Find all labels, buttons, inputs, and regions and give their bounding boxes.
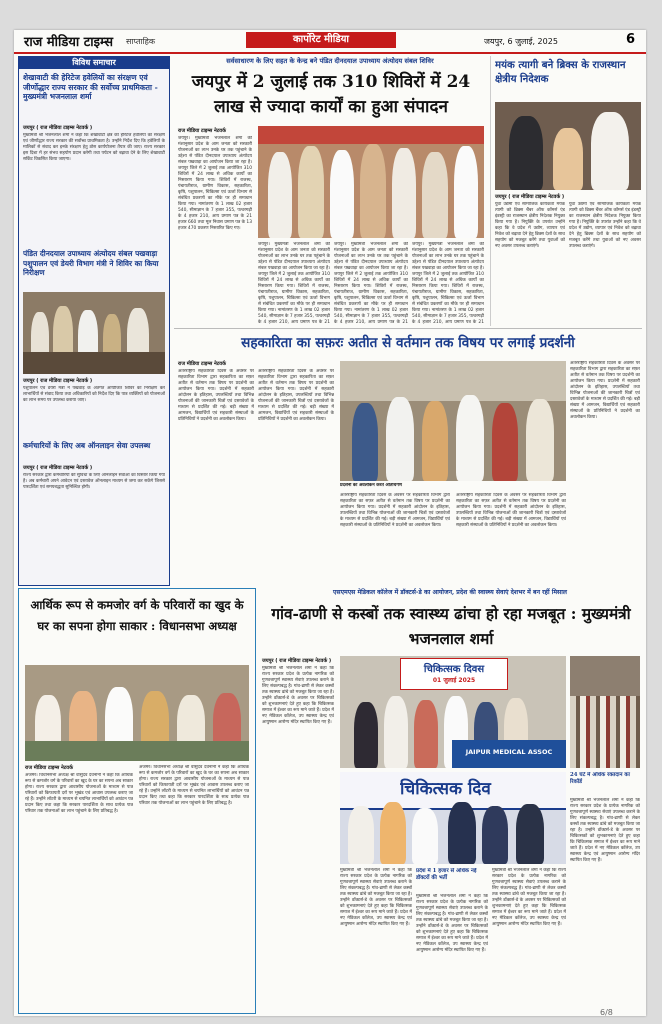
masthead-rule xyxy=(14,52,646,54)
health-story-byline: जयपुर ( राज मीडिया टाइम्स नेटवर्क ) xyxy=(262,658,332,664)
top-story-photo xyxy=(258,126,484,238)
masthead xyxy=(14,30,646,52)
housing-story-body-col2: अजमेर। विधानसभा अध्यक्ष श्री वासुदेव देवनानी ने कहा कि आर्थिक रूप से कमजोर वर्ग के परिवारों का खुद के घर का सपना अब साकार होगा। राज्य सरकार द्वारा आवासीय योजनाओं के माध्यम से पात्र परिवारों को किफायती दरों पर भूखंड एवं आवास उपलब्ध कराए जा रहे हैं। उन्होंने लॉटरी के माध्यम से चयनित लाभार्थियों को आवंटन पत्र प्रदान किए तथा कहा कि सरकार पारदर्शिता के साथ प्रत्येक पात्र परिवार तक योजनाओं का लाभ पहुंचाने के लिए प्रतिबद्ध है। xyxy=(139,765,249,806)
coop-story xyxy=(174,328,642,585)
health-story-kicker: एसएमएस मेडिकल कॉलेज में डॉक्टर्स-डे का आयोजन, प्रदेश की स्वास्थ्य सेवाएं देशभर में बन रहीं मिसाल xyxy=(332,589,568,596)
coop-story-body-col5: अंतरराष्ट्रीय सहकारिता दिवस के अवसर पर सहकारिता विभाग द्वारा सहकारिता का सफ़र अतीत से वर्तमान तक विषय पर प्रदर्शनी का आयोजन किया गया। प्रदर्शनी में सहकारी आंदोलन के इतिहास, उपलब्धियों तथा विभिन्न योजनाओं की जानकारी चित्रों एवं दस्तावेजों के माध्यम से प्रदर्शित की गई। बड़ी संख्या में आमजन, विद्यार्थियों एवं सहकारी संस्थाओं के प्रतिनिधियों ने प्रदर्शनी का अवलोकन किया। xyxy=(570,361,640,420)
coop-story-body-col4: अंतरराष्ट्रीय सहकारिता दिवस के अवसर पर सहकारिता विभाग द्वारा सहकारिता का सफ़र अतीत से वर्तमान तक विषय पर प्रदर्शनी का आयोजन किया गया। प्रदर्शनी में सहकारी आंदोलन के इतिहास, उपलब्धियों तथा विभिन्न योजनाओं की जानकारी चित्रों एवं दस्तावेजों के माध्यम से प्रदर्शित की गई। बड़ी संख्या में आमजन, विद्यार्थियों एवं सहकारी संस्थाओं के प्रतिनिधियों ने प्रदर्शनी का अवलोकन किया। xyxy=(456,493,566,528)
health-story-body-col3: मुख्यमंत्री श्री भजनलाल शर्मा ने कहा कि राज्य सरकार प्रदेश के प्रत्येक नागरिक को गुणवत्तापूर्ण स्वास्थ्य सेवाएं उपलब्ध कराने के लिए संकल्पबद्ध है। गांव-ढाणी से लेकर कस्बों तक स्वास्थ्य ढांचे को मजबूत किया जा रहा है। उन्होंने डॉक्टर्स-डे के अवसर पर चिकित्सकों को शुभकामनाएं देते हुए कहा कि चिकित्सक समाज में ईश्वर का रूप माने जाते हैं। प्रदेश में नए मेडिकल कॉलेज, उप स्वास्थ्य केन्द्र एवं आयुष्मान आरोग्य मंदिर स्थापित किए गए हैं। xyxy=(416,894,488,953)
top-story-body-col1: जयपुर। मुख्यमंत्री भजनलाल शर्मा की मंशानुसार प्रदेश के आम जनता को सरकारी योजनाओं का लाभ उनके घर तक पहुंचाने के उद्देश्य से पंडित दीनदयाल उपाध्याय अंत्योदय संबल पखवाड़ा का आयोजन किया जा रहा है। जयपुर जिले में 2 जुलाई तक आयोजित 310 शिविरों में 24 लाख से अधिक कार्यों का निस्तारण किया गया। शिविरों में राजस्व, पंचायतीराज, ग्रामीण विकास, सहकारिता, कृषि, पशुपालन, चिकित्सा एवं ऊर्जा विभाग से संबंधित प्रकरणों का मौके पर ही समाधान किया गया। नामांतरण के 1 लाख 02 हजार 540, सीमाज्ञान के 7 हजार 355, पत्थरगढ़ी के 4 हजार 210, आय प्रमाण पत्र के 21 हजार 660 तथा मूल निवास प्रमाण पत्र के 13 हजार 470 प्रकरण निस्तारित किए गए। xyxy=(178,136,252,231)
top-story-kicker: सर्वसाधारण के लिए सहत के केन्द्र बने पंडित दीनदयाल उपाध्याय अंत्योदय संबल शिविर xyxy=(226,57,434,65)
issue-date: जयपुर, 6 जुलाई, 2025 xyxy=(484,37,558,46)
health-banner-text: चिकित्सक दिवस xyxy=(423,664,485,675)
right-story-photo xyxy=(495,102,641,190)
top-story-body-col3: जयपुर। मुख्यमंत्री भजनलाल शर्मा की मंशानुसार प्रदेश के आम जनता को सरकारी योजनाओं का लाभ उनके घर तक पहुंचाने के उद्देश्य से पंडित दीनदयाल उपाध्याय अंत्योदय संबल पखवाड़ा का आयोजन किया जा रहा है। जयपुर जिले में 2 जुलाई तक आयोजित 310 शिविरों में 24 लाख से अधिक कार्यों का निस्तारण किया गया। शिविरों में राजस्व, पंचायतीराज, ग्रामीण विकास, सहकारिता, कृषि, पशुपालन, चिकित्सा एवं ऊर्जा विभाग से संबंधित प्रकरणों का मौके पर ही समाधान किया गया। नामांतरण के 1 लाख 02 हजार 540, सीमाज्ञान के 7 हजार 355, पत्थरगढ़ी के 4 हजार 210, आय प्रमाण पत्र के 21 xyxy=(334,242,408,324)
page-number: 6 xyxy=(626,32,636,47)
health-story-body-col4: मुख्यमंत्री श्री भजनलाल शर्मा ने कहा कि राज्य सरकार प्रदेश के प्रत्येक नागरिक को गुणवत्तापूर्ण स्वास्थ्य सेवाएं उपलब्ध कराने के लिए संकल्पबद्ध है। गांव-ढाणी से लेकर कस्बों तक स्वास्थ्य ढांचे को मजबूत किया जा रहा है। उन्होंने डॉक्टर्स-डे के अवसर पर चिकित्सकों को शुभकामनाएं देते हुए कहा कि चिकित्सक समाज में ईश्वर का रूप माने जाते हैं। प्रदेश में नए मेडिकल कॉलेज, उप स्वास्थ्य केन्द्र एवं आयुष्मान आरोग्य मंदिर स्थापित किए गए हैं। xyxy=(492,868,566,927)
coop-photo-caption: प्रदर्शनी का अवलोकन करते अतिथिगण xyxy=(340,483,402,488)
paper-title: राज मीडिया टाइम्स xyxy=(24,35,114,50)
page-footer-mark: 6/8 xyxy=(600,1008,613,1016)
story3-byline: जयपुर ( राज मीडिया टाइम्स नेटवर्क ) xyxy=(23,465,93,471)
story2-photo xyxy=(23,292,165,374)
right-story-byline: जयपुर ( राज मीडिया टाइम्स नेटवर्क ) xyxy=(495,194,565,200)
story1-byline: जयपुर ( राज मीडिया टाइम्स नेटवर्क ) xyxy=(23,125,93,131)
top-story xyxy=(174,56,486,326)
housing-story-byline: राज मीडिया टाइम्स नेटवर्क xyxy=(25,765,73,771)
health-stage-text: चिकित्सक दिव xyxy=(400,779,491,799)
coop-story-headline: सहकारिता का सफ़रः अतीत से वर्तमान तक विषय पर लगाई प्रदर्शनी xyxy=(241,335,575,351)
paper-subtitle: साप्ताहिक xyxy=(126,37,156,46)
health-photo-audience xyxy=(570,656,640,768)
coop-story-body-col2: अंतरराष्ट्रीय सहकारिता दिवस के अवसर पर सहकारिता विभाग द्वारा सहकारिता का सफ़र अतीत से वर्तमान तक विषय पर प्रदर्शनी का आयोजन किया गया। प्रदर्शनी में सहकारी आंदोलन के इतिहास, उपलब्धियों तथा विभिन्न योजनाओं की जानकारी चित्रों एवं दस्तावेजों के माध्यम से प्रदर्शित की गई। बड़ी संख्या में आमजन, विद्यार्थियों एवं सहकारी संस्थाओं के प्रतिनिधियों ने प्रदर्शनी का अवलोकन किया। xyxy=(258,369,334,422)
health-subhead-2: प्रदेश में 1 हजार से अधिक नई डॉक्टरों की भर्ती xyxy=(416,868,477,881)
story1-body: मुख्यमंत्री श्री भजनलाल शर्मा ने कहा कि शेखावाटी क्षेत्र की हेरिटेज हवेलियों का संरक्षण एवं जीर्णोद्धार राज्य सरकार की सर्वोच्च प्राथमिकता है। उन्होंने निर्देश दिए कि हवेलियों के मालिकों से संवाद कर इनके संरक्षण हेतु ठोस कार्ययोजना तैयार की जाए। राज्य सरकार इस दिशा में हर संभव सहयोग प्रदान करेगी तथा पर्यटन को बढ़ावा देने के लिए शेखावाटी सर्किट विकसित किया जाएगा। xyxy=(23,133,165,162)
health-story xyxy=(258,588,642,1012)
housing-story-photo xyxy=(25,665,249,761)
housing-story-body-col1: अजमेर। विधानसभा अध्यक्ष श्री वासुदेव देवनानी ने कहा कि आर्थिक रूप से कमजोर वर्ग के परिवारों का खुद के घर का सपना अब साकार होगा। राज्य सरकार द्वारा आवासीय योजनाओं के माध्यम से पात्र परिवारों को किफायती दरों पर भूखंड एवं आवास उपलब्ध कराए जा रहे हैं। उन्होंने लॉटरी के माध्यम से चयनित लाभार्थियों को आवंटन पत्र प्रदान किए तथा कहा कि सरकार पारदर्शिता के साथ प्रत्येक पात्र परिवार तक योजनाओं का लाभ पहुंचाने के लिए प्रतिबद्ध है। xyxy=(25,773,133,814)
housing-story-headline: आर्थिक रूप से कमजोर वर्ग के परिवारों का खुद के घर का सपना होगा साकार : विधानसभा अध्यक्ष xyxy=(30,598,244,633)
top-story-byline: राज मीडिया टाइम्स नेटवर्क xyxy=(178,128,226,134)
top-story-body-col4: जयपुर। मुख्यमंत्री भजनलाल शर्मा की मंशानुसार प्रदेश के आम जनता को सरकारी योजनाओं का लाभ उनके घर तक पहुंचाने के उद्देश्य से पंडित दीनदयाल उपाध्याय अंत्योदय संबल पखवाड़ा का आयोजन किया जा रहा है। जयपुर जिले में 2 जुलाई तक आयोजित 310 शिविरों में 24 लाख से अधिक कार्यों का निस्तारण किया गया। शिविरों में राजस्व, पंचायतीराज, ग्रामीण विकास, सहकारिता, कृषि, पशुपालन, चिकित्सा एवं ऊर्जा विभाग से संबंधित प्रकरणों का मौके पर ही समाधान किया गया। नामांतरण के 1 लाख 02 हजार 540, सीमाज्ञान के 7 हजार 355, पत्थरगढ़ी के 4 हजार 210, आय प्रमाण पत्र के 21 xyxy=(412,242,484,324)
coop-story-body-col3: अंतरराष्ट्रीय सहकारिता दिवस के अवसर पर सहकारिता विभाग द्वारा सहकारिता का सफ़र अतीत से वर्तमान तक विषय पर प्रदर्शनी का आयोजन किया गया। प्रदर्शनी में सहकारी आंदोलन के इतिहास, उपलब्धियों तथा विभिन्न योजनाओं की जानकारी चित्रों एवं दस्तावेजों के माध्यम से प्रदर्शित की गई। बड़ी संख्या में आमजन, विद्यार्थियों एवं सहकारी संस्थाओं के प्रतिनिधियों ने प्रदर्शनी का अवलोकन किया। xyxy=(340,493,450,528)
health-subhead-1: 24 घंटे में अधिक रक्तदान का रिकॉर्ड xyxy=(570,772,630,785)
story2-byline: जयपुर ( राज मीडिया टाइम्स नेटवर्क ) xyxy=(23,378,93,384)
health-story-body-col1: मुख्यमंत्री श्री भजनलाल शर्मा ने कहा कि राज्य सरकार प्रदेश के प्रत्येक नागरिक को गुणवत्तापूर्ण स्वास्थ्य सेवाएं उपलब्ध कराने के लिए संकल्पबद्ध है। गांव-ढाणी से लेकर कस्बों तक स्वास्थ्य ढांचे को मजबूत किया जा रहा है। उन्होंने डॉक्टर्स-डे के अवसर पर चिकित्सकों को शुभकामनाएं देते हुए कहा कि चिकित्सक समाज में ईश्वर का रूप माने जाते हैं। प्रदेश में नए मेडिकल कॉलेज, उप स्वास्थ्य केन्द्र एवं आयुष्मान आरोग्य मंदिर स्थापित किए गए हैं। xyxy=(262,666,334,725)
health-podium-text: JAIPUR MEDICAL ASSOC xyxy=(465,748,553,756)
coop-story-byline: राज मीडिया टाइम्स नेटवर्क xyxy=(178,361,226,367)
story2-headline: पंडित दीनदयाल उपाध्याय अंत्योदय संबल पखवाड़ा पशुपालन एवं डेयरी विभाग मंत्री ने शिविर का किया निरीक्षण xyxy=(23,249,159,277)
coop-story-photo xyxy=(340,361,566,481)
top-story-headline: जयपुर में 2 जुलाई तक 310 शिविरों में 24 लाख से ज्यादा कार्यों का हुआ संपादन xyxy=(191,72,471,117)
right-story xyxy=(490,56,643,326)
health-photo-1 xyxy=(340,656,566,768)
housing-story xyxy=(18,588,256,1014)
right-story-body-col1: युवा उद्यमी एवं सामाजिक कार्यकर्ता मयंक त्यागी को ब्रिक्स चैंबर ऑफ कॉमर्स एंड इंडस्ट्री का राजस्थान क्षेत्रीय निदेशक नियुक्त किया गया है। नियुक्ति के उपरांत उन्होंने कहा कि वे प्रदेश में उद्योग, व्यापार एवं निवेश को बढ़ावा देने हेतु ब्रिक्स देशों के साथ सहयोग को मजबूत करेंगे तथा युवाओं को नए अवसर उपलब्ध कराएंगे। xyxy=(495,202,565,249)
newspaper-page xyxy=(14,30,646,1016)
story1-headline: शेखावाटी की हेरिटेज हवेलियों का संरक्षण एवं जीर्णोद्धार राज्य सरकार की सर्वोच्च प्राथमिकता - मुख्यमंत्री भजनलाल शर्मा xyxy=(23,73,158,101)
health-banner-date: 01 जुलाई 2025 xyxy=(432,677,476,684)
health-story-body-col5: मुख्यमंत्री श्री भजनलाल शर्मा ने कहा कि राज्य सरकार प्रदेश के प्रत्येक नागरिक को गुणवत्तापूर्ण स्वास्थ्य सेवाएं उपलब्ध कराने के लिए संकल्पबद्ध है। गांव-ढाणी से लेकर कस्बों तक स्वास्थ्य ढांचे को मजबूत किया जा रहा है। उन्होंने डॉक्टर्स-डे के अवसर पर चिकित्सकों को शुभकामनाएं देते हुए कहा कि चिकित्सक समाज में ईश्वर का रूप माने जाते हैं। प्रदेश में नए मेडिकल कॉलेज, उप स्वास्थ्य केन्द्र एवं आयुष्मान आरोग्य मंदिर स्थापित किए गए हैं। xyxy=(570,798,640,863)
top-story-body-col2: जयपुर। मुख्यमंत्री भजनलाल शर्मा की मंशानुसार प्रदेश के आम जनता को सरकारी योजनाओं का लाभ उनके घर तक पहुंचाने के उद्देश्य से पंडित दीनदयाल उपाध्याय अंत्योदय संबल पखवाड़ा का आयोजन किया जा रहा है। जयपुर जिले में 2 जुलाई तक आयोजित 310 शिविरों में 24 लाख से अधिक कार्यों का निस्तारण किया गया। शिविरों में राजस्व, पंचायतीराज, ग्रामीण विकास, सहकारिता, कृषि, पशुपालन, चिकित्सा एवं ऊर्जा विभाग से संबंधित प्रकरणों का मौके पर ही समाधान किया गया। नामांतरण के 1 लाख 02 हजार 540, सीमाज्ञान के 7 हजार 355, पत्थरगढ़ी के 4 हजार 210, आय प्रमाण पत्र के 21 xyxy=(258,242,330,324)
health-photo-2 xyxy=(340,772,566,864)
health-story-body-col2: मुख्यमंत्री श्री भजनलाल शर्मा ने कहा कि राज्य सरकार प्रदेश के प्रत्येक नागरिक को गुणवत्तापूर्ण स्वास्थ्य सेवाएं उपलब्ध कराने के लिए संकल्पबद्ध है। गांव-ढाणी से लेकर कस्बों तक स्वास्थ्य ढांचे को मजबूत किया जा रहा है। उन्होंने डॉक्टर्स-डे के अवसर पर चिकित्सकों को शुभकामनाएं देते हुए कहा कि चिकित्सक समाज में ईश्वर का रूप माने जाते हैं। प्रदेश में नए मेडिकल कॉलेज, उप स्वास्थ्य केन्द्र एवं आयुष्मान आरोग्य मंदिर स्थापित किए गए हैं। xyxy=(340,868,412,927)
coop-story-body-col1: अंतरराष्ट्रीय सहकारिता दिवस के अवसर पर सहकारिता विभाग द्वारा सहकारिता का सफ़र अतीत से वर्तमान तक विषय पर प्रदर्शनी का आयोजन किया गया। प्रदर्शनी में सहकारी आंदोलन के इतिहास, उपलब्धियों तथा विभिन्न योजनाओं की जानकारी चित्रों एवं दस्तावेजों के माध्यम से प्रदर्शित की गई। बड़ी संख्या में आमजन, विद्यार्थियों एवं सहकारी संस्थाओं के प्रतिनिधियों ने प्रदर्शनी का अवलोकन किया। xyxy=(178,369,254,422)
right-story-headline: मयंक त्यागी बने ब्रिक्स के राजस्थान क्षेत्रीय निदेशक xyxy=(495,59,626,85)
left-column xyxy=(18,56,170,586)
left-column-banner: विविध समाचार xyxy=(19,57,169,69)
right-story-body-col2: युवा उद्यमी एवं सामाजिक कार्यकर्ता मयंक त्यागी को ब्रिक्स चैंबर ऑफ कॉमर्स एंड इंडस्ट्री का राजस्थान क्षेत्रीय निदेशक नियुक्त किया गया है। नियुक्ति के उपरांत उन्होंने कहा कि वे प्रदेश में उद्योग, व्यापार एवं निवेश को बढ़ावा देने हेतु ब्रिक्स देशों के साथ सहयोग को मजबूत करेंगे तथा युवाओं को नए अवसर उपलब्ध कराएंगे। xyxy=(569,202,641,249)
health-story-headline: गांव-ढाणी से कस्बों तक स्वास्थ्य ढांचा हो रहा मजबूत : मुख्यमंत्री भजनलाल शर्मा xyxy=(271,605,631,648)
section-label: कार्पोरेट मीडिया xyxy=(246,32,396,48)
story3-body: राज्य सरकार द्वारा कर्मचारियों की सुविधा के लिए ऑनलाइन सेवाओं का विस्तार किया गया है। अब कर्मचारी अपने आवेदन एवं दस्तावेज ऑनलाइन माध्यम से जमा कर सकेंगे जिससे पारदर्शिता एवं समयबद्धता सुनिश्चित होगी। xyxy=(23,473,165,490)
story3-headline: कर्मचारियों के लिए अब ऑनलाइन सेवा उपलब्ध xyxy=(23,441,151,450)
story2-body: पशुपालन एवं डेयरी मंत्री ने पखवाड़े के अंतर्गत आयोजित शिविर का निरीक्षण कर लाभार्थियों से संवाद किया तथा अधिकारियों को निर्देश दिए कि पात्र व्यक्तियों को योजनाओं का लाभ समय पर उपलब्ध कराया जाए। xyxy=(23,386,165,403)
